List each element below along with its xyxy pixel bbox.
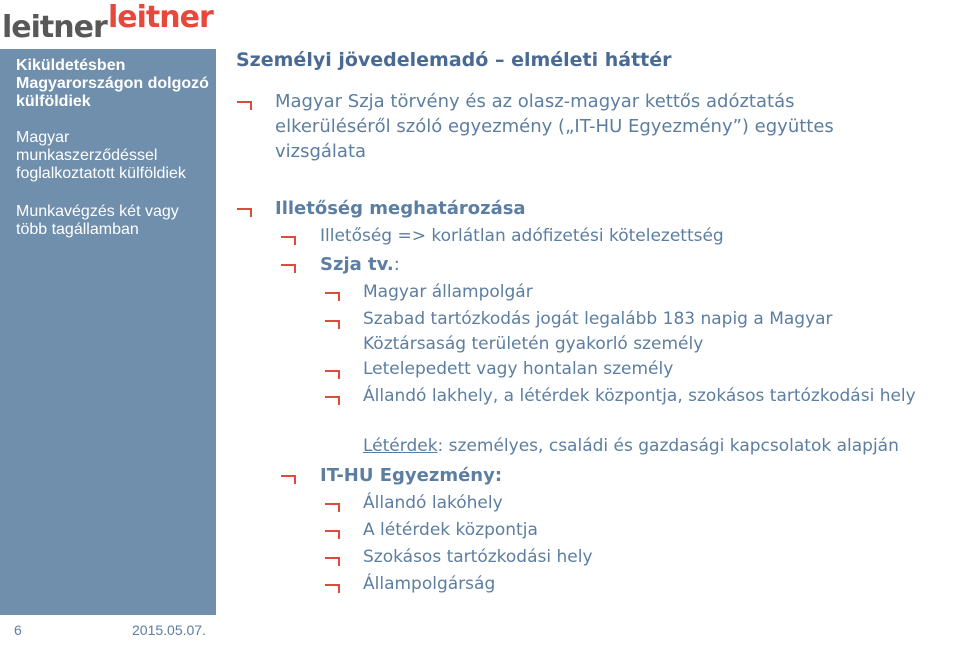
leterdek-text: : személyes, családi és gazdasági kapcsolatok alapján [437, 436, 899, 456]
bullet-marker-icon [281, 264, 296, 273]
treaty-item: Állandó lakóhely [363, 493, 503, 513]
szja-label: Szja tv. [320, 254, 394, 275]
bullet-marker-icon [325, 292, 340, 301]
szja-item: Állandó lakhely, a létérdek központja, szokásos tartózkodási hely [363, 386, 916, 406]
szja-item: Magyar állampolgár [363, 282, 533, 302]
bullet-marker-icon [237, 208, 252, 217]
treaty-item: Állampolgárság [363, 574, 496, 594]
slide-title: Személyi jövedelemadó – elméleti háttér [236, 49, 672, 71]
szja-heading [320, 252, 400, 277]
intro-bullet: Magyar Szja törvény és az olasz-magyar kettős adóztatás elkerüléséről szóló egyezmény („IT-HU Egyezmény”) együttes vizsgálata [275, 91, 834, 162]
bullet-marker-icon [325, 503, 340, 512]
bullet-marker-icon [325, 584, 340, 593]
bullet-marker-icon [325, 530, 340, 539]
treaty-item: A létérdek központja [363, 520, 538, 540]
szja-suffix: : [393, 254, 400, 275]
sidebar-item-hungarian-contract[interactable]: Magyar munkaszerződéssel foglalkoztatott külföldiek [16, 129, 186, 182]
sidebar [0, 49, 216, 615]
sidebar-item-posted-workers[interactable]: Kiküldetésben Magyarországon dolgozó külföldiek [16, 57, 209, 110]
leterdek-line [363, 434, 899, 459]
section-heading-treaty: IT-HU Egyezmény: [320, 465, 503, 486]
bullet-marker-icon [325, 320, 340, 329]
bullet-marker-icon [281, 236, 296, 245]
szja-item: Szabad tartózkodás jogát legalább 183 napig a Magyar Köztársaság területén gyakorló személy [363, 309, 833, 354]
slide-date: 2015.05.07. [132, 622, 206, 638]
leterdek-label: Létérdek [363, 436, 438, 456]
sidebar-item-multiple-states[interactable]: Munkavégzés két vagy több tagállamban [16, 203, 179, 238]
logo-text-gray: leitner [2, 10, 107, 45]
treaty-item: Szokásos tartózkodási hely [363, 547, 593, 567]
bullet-marker-icon [237, 101, 252, 110]
logo-text-red: leitner [108, 0, 213, 35]
bullet-marker-icon [325, 557, 340, 566]
bullet-marker-icon [281, 475, 296, 484]
bullet-marker-icon [325, 396, 340, 405]
page-number: 6 [14, 622, 22, 638]
section-heading-residency: Illetőség meghatározása [275, 198, 526, 219]
szja-item: Letelepedett vagy hontalan személy [363, 359, 674, 379]
bullet-marker-icon [325, 370, 340, 379]
residency-liability-item: Illetőség => korlátlan adófizetési kötelezettség [320, 226, 724, 246]
